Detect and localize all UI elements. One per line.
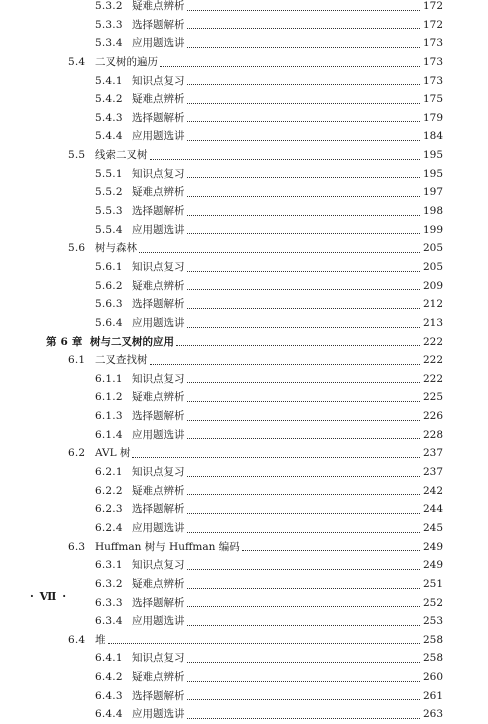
toc-entry-number: 6.3.4 — [95, 615, 123, 628]
dot-leader — [150, 146, 420, 165]
toc-entry-number: 5.5 — [68, 149, 86, 162]
toc-entry-number: 5.6.2 — [95, 279, 123, 292]
toc-entry-number: 6.1.3 — [95, 410, 123, 423]
dot-leader — [187, 649, 420, 668]
toc-entry-number: 5.6 — [68, 242, 86, 255]
toc-entry-title: 树与二叉树的应用 — [90, 335, 174, 348]
dot-leader — [187, 594, 420, 613]
dot-leader — [187, 556, 420, 575]
toc-entry-page-number: 222 — [422, 372, 443, 385]
toc-entry-sub — [0, 668, 488, 687]
toc-entry-sub — [0, 575, 488, 594]
toc-entry-sub — [0, 183, 488, 202]
toc-entry-page-number: 173 — [422, 74, 443, 87]
toc-entry-title: 选择题解析 — [132, 410, 185, 423]
toc-entry-number: 6.2 — [68, 447, 86, 460]
dot-leader — [187, 221, 420, 240]
toc-entry-number: 6.4.4 — [95, 708, 123, 721]
toc-entry-title: 知识点复习 — [132, 74, 185, 87]
toc-entry-section — [0, 53, 488, 72]
toc-entry-page-number: 209 — [422, 279, 443, 292]
toc-entry-number: 6.4 — [68, 633, 86, 646]
toc-entry-sub — [0, 34, 488, 53]
toc-entry-sub — [0, 407, 488, 426]
dot-leader — [150, 351, 420, 370]
toc-entry-number: 5.5.3 — [95, 205, 123, 218]
toc-entry-page-number: 251 — [422, 577, 443, 590]
toc-entry-page-number: 205 — [422, 260, 443, 273]
dot-leader — [108, 631, 420, 650]
toc-entry-page-number: 226 — [422, 410, 443, 423]
dot-leader — [187, 370, 420, 389]
dot-leader — [187, 183, 420, 202]
toc-entry-sub — [0, 90, 488, 109]
dot-leader — [187, 295, 420, 314]
toc-entry-section — [0, 631, 488, 650]
dot-leader — [242, 538, 420, 557]
toc-entry-number: 6.2.1 — [95, 466, 123, 479]
toc-entry-page-number: 252 — [422, 596, 443, 609]
toc-entry-title: 选择题解析 — [132, 503, 185, 516]
toc-entry-title: 选择题解析 — [132, 596, 185, 609]
toc-entry-page-number: 198 — [422, 205, 443, 218]
toc-entry-number: 6.1.4 — [95, 428, 123, 441]
toc-entry-title: Huffman 树与 Huffman 编码 — [95, 540, 240, 553]
dot-leader — [187, 407, 420, 426]
toc-entry-title: 选择题解析 — [132, 205, 185, 218]
toc-entry-section — [0, 146, 488, 165]
toc-entry-page-number: 228 — [422, 428, 443, 441]
toc-entry-number: 第 6 章 — [46, 335, 83, 348]
toc-entry-sub — [0, 649, 488, 668]
toc-entry-page-number: 212 — [422, 298, 443, 311]
toc-entry-number: 6.3.2 — [95, 577, 123, 590]
toc-entry-title: 知识点复习 — [132, 372, 185, 385]
toc-entry-sub — [0, 0, 488, 16]
toc-entry-title: 知识点复习 — [132, 260, 185, 273]
toc-entry-number: 6.4.1 — [95, 652, 123, 665]
toc-entry-sub — [0, 426, 488, 445]
toc-entry-page-number: 175 — [422, 93, 443, 106]
toc-entry-page-number: 260 — [422, 671, 443, 684]
toc-entry-page-number: 222 — [422, 354, 443, 367]
toc-entry-sub — [0, 594, 488, 613]
dot-leader — [187, 500, 420, 519]
dot-leader — [187, 575, 420, 594]
toc-entry-title: 应用题选讲 — [132, 223, 185, 236]
toc-entry-sub — [0, 202, 488, 221]
toc-entry-sub — [0, 314, 488, 333]
toc-entry-number: 5.4.4 — [95, 130, 123, 143]
dot-leader — [187, 127, 420, 146]
toc-entry-sub — [0, 295, 488, 314]
toc-entry-page-number: 197 — [422, 186, 443, 199]
toc-entry-page-number: 172 — [422, 0, 443, 12]
toc-entry-page-number: 258 — [422, 652, 443, 665]
toc-entry-number: 6.4.2 — [95, 671, 123, 684]
toc-entry-chapter — [0, 333, 488, 352]
toc-entry-title: 知识点复习 — [132, 466, 185, 479]
toc-entry-title: 应用题选讲 — [132, 428, 185, 441]
toc-entry-title: 选择题解析 — [132, 111, 185, 124]
toc-entry-title: 疑难点辨析 — [132, 671, 185, 684]
toc-entry-title: 应用题选讲 — [132, 521, 185, 534]
toc-entry-title: 树与森林 — [95, 242, 137, 255]
toc-entry-page-number: 213 — [422, 316, 443, 329]
toc-entry-page-number: 242 — [422, 484, 443, 497]
toc-entry-sub — [0, 370, 488, 389]
toc-entry-number: 5.4.3 — [95, 111, 123, 124]
toc-entry-sub — [0, 705, 488, 724]
toc-entry-sub — [0, 388, 488, 407]
toc-entry-section — [0, 351, 488, 370]
toc-entry-page-number: 249 — [422, 559, 443, 572]
toc-entry-number: 6.1.2 — [95, 391, 123, 404]
toc-entry-number: 5.6.4 — [95, 316, 123, 329]
toc-entry-page-number: 244 — [422, 503, 443, 516]
toc-entry-page-number: 179 — [422, 111, 443, 124]
toc-entry-page-number: 205 — [422, 242, 443, 255]
dot-leader — [187, 16, 420, 35]
toc-entry-number: 5.4.2 — [95, 93, 123, 106]
toc-entry-sub — [0, 165, 488, 184]
toc-entry-number: 5.3.3 — [95, 18, 123, 31]
toc-entry-title: 知识点复习 — [132, 167, 185, 180]
toc-entry-number: 5.4 — [68, 55, 86, 68]
dot-leader — [176, 333, 420, 352]
toc-entry-number: 6.3.1 — [95, 559, 123, 572]
toc-entry-title: 二叉查找树 — [95, 354, 148, 367]
toc-entry-section — [0, 239, 488, 258]
toc-entry-page-number: 263 — [422, 708, 443, 721]
toc-entry-page-number: 253 — [422, 615, 443, 628]
toc-entry-sub — [0, 556, 488, 575]
toc-entry-page-number: 249 — [422, 540, 443, 553]
toc-entry-title: 选择题解析 — [132, 689, 185, 702]
toc-entry-sub — [0, 221, 488, 240]
toc-entry-section — [0, 538, 488, 557]
toc-entry-sub — [0, 127, 488, 146]
toc-entry-number: 6.1 — [68, 354, 86, 367]
dot-leader — [139, 239, 420, 258]
dot-leader — [187, 0, 420, 16]
page-footer-number: · Ⅶ · — [30, 590, 68, 603]
toc-entry-page-number: 245 — [422, 521, 443, 534]
toc-entry-title: 线索二叉树 — [95, 149, 148, 162]
dot-leader — [187, 388, 420, 407]
toc-entry-page-number: 237 — [422, 466, 443, 479]
toc-entry-number: 5.3.4 — [95, 37, 123, 50]
toc-entry-page-number: 195 — [422, 149, 443, 162]
toc-entry-sub — [0, 16, 488, 35]
toc-entry-number: 5.5.2 — [95, 186, 123, 199]
dot-leader — [187, 165, 420, 184]
dot-leader — [187, 258, 420, 277]
toc-entry-sub — [0, 519, 488, 538]
dot-leader — [187, 109, 420, 128]
toc-entry-page-number: 258 — [422, 633, 443, 646]
toc-entry-title: 堆 — [95, 633, 106, 646]
toc-entry-page-number: 173 — [422, 37, 443, 50]
toc-entry-section — [0, 444, 488, 463]
toc-entry-title: 疑难点辨析 — [132, 279, 185, 292]
toc-entry-page-number: 261 — [422, 689, 443, 702]
toc-entry-number: 6.2.4 — [95, 521, 123, 534]
toc-entry-page-number: 237 — [422, 447, 443, 460]
toc-entry-title: 疑难点辨析 — [132, 577, 185, 590]
toc-entry-number: 5.3.2 — [95, 0, 123, 12]
toc-entry-number: 5.6.3 — [95, 298, 123, 311]
dot-leader — [160, 53, 420, 72]
toc-entry-number: 5.5.1 — [95, 167, 123, 180]
dot-leader — [187, 34, 420, 53]
toc-entry-sub — [0, 500, 488, 519]
toc-entry-title: 应用题选讲 — [132, 708, 185, 721]
toc-entry-number: 6.3 — [68, 540, 86, 553]
toc-entry-page-number: 199 — [422, 223, 443, 236]
toc-entry-sub — [0, 258, 488, 277]
toc-entry-number: 6.2.2 — [95, 484, 123, 497]
toc-entry-number: 6.3.3 — [95, 596, 123, 609]
dot-leader — [187, 72, 420, 91]
toc-entry-title: 疑难点辨析 — [132, 186, 185, 199]
dot-leader — [187, 202, 420, 221]
toc-entry-page-number: 225 — [422, 391, 443, 404]
toc-entry-sub — [0, 109, 488, 128]
dot-leader — [132, 444, 420, 463]
toc-entry-sub — [0, 277, 488, 296]
dot-leader — [187, 705, 420, 724]
toc-entry-title: 应用题选讲 — [132, 37, 185, 50]
dot-leader — [187, 519, 420, 538]
toc-entry-number: 6.4.3 — [95, 689, 123, 702]
dot-leader — [187, 612, 420, 631]
dot-leader — [187, 482, 420, 501]
dot-leader — [187, 90, 420, 109]
toc-entry-sub — [0, 612, 488, 631]
toc-entry-title: 知识点复习 — [132, 559, 185, 572]
toc-entry-sub — [0, 72, 488, 91]
toc-entry-page-number: 173 — [422, 55, 443, 68]
toc-entry-sub — [0, 687, 488, 706]
toc-entry-title: 应用题选讲 — [132, 316, 185, 329]
toc-entry-sub — [0, 463, 488, 482]
dot-leader — [187, 426, 420, 445]
toc-entry-number: 6.2.3 — [95, 503, 123, 516]
toc-entry-page-number: 222 — [422, 335, 443, 348]
toc-entry-title: 选择题解析 — [132, 18, 185, 31]
toc-entry-title: 疑难点辨析 — [132, 0, 185, 12]
toc-entry-number: 6.1.1 — [95, 372, 123, 385]
toc-entry-title: 选择题解析 — [132, 298, 185, 311]
dot-leader — [187, 314, 420, 333]
dot-leader — [187, 463, 420, 482]
toc-entry-title: AVL 树 — [95, 447, 131, 460]
toc-entry-page-number: 172 — [422, 18, 443, 31]
toc-entry-number: 5.6.1 — [95, 260, 123, 273]
toc-entry-page-number: 184 — [422, 130, 443, 143]
toc-entry-title: 疑难点辨析 — [132, 391, 185, 404]
dot-leader — [187, 668, 420, 687]
toc-entry-title: 知识点复习 — [132, 652, 185, 665]
toc-entry-title: 疑难点辨析 — [132, 484, 185, 497]
toc-entry-title: 二叉树的遍历 — [95, 55, 158, 68]
dot-leader — [187, 277, 420, 296]
toc-entry-number: 5.4.1 — [95, 74, 123, 87]
toc-entry-title: 应用题选讲 — [132, 130, 185, 143]
toc-entry-number: 5.5.4 — [95, 223, 123, 236]
toc-entry-title: 应用题选讲 — [132, 615, 185, 628]
dot-leader — [187, 687, 420, 706]
toc-entry-page-number: 195 — [422, 167, 443, 180]
toc-entry-sub — [0, 482, 488, 501]
toc-entry-title: 疑难点辨析 — [132, 93, 185, 106]
